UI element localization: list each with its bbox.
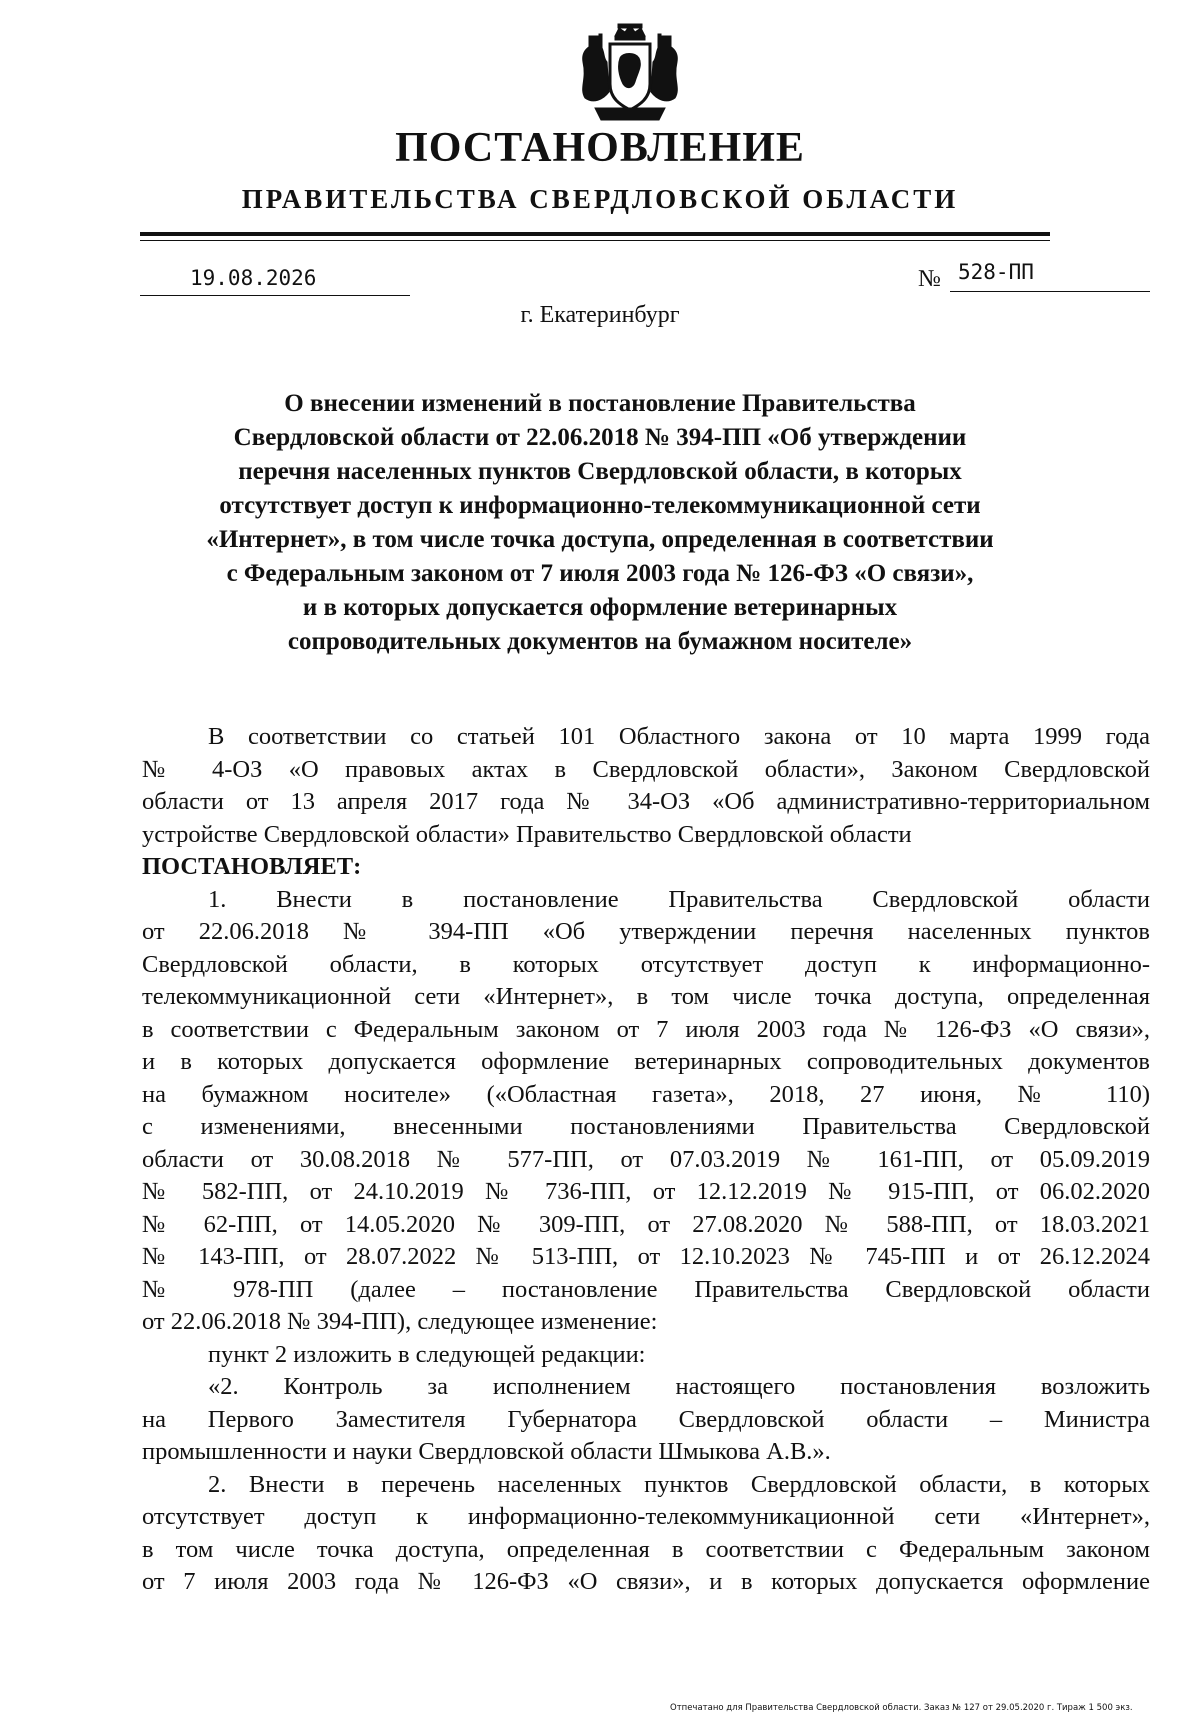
body-line: в том числе точка доступа, определенная в соответствии с Федеральным законом (142, 1535, 1150, 1563)
body-line: на Первого Заместителя Губернатора Свердловской области – Министра (142, 1405, 1150, 1433)
number-underline (950, 291, 1150, 292)
body-line: устройстве Свердловской области» Правительство Свердловской области (142, 820, 912, 848)
body-line: 1. Внести в постановление Правительства Свердловской области (208, 885, 1150, 913)
body-line: «2. Контроль за исполнением настоящего постановления возложить (208, 1373, 1150, 1400)
body-line: от 7 июля 2003 года № 126-ФЗ «О связи», и в которых допускается оформление (142, 1568, 1150, 1595)
body-line: отсутствует доступ к информационно-телекоммуникационной сети «Интернет», (142, 1503, 1150, 1530)
body-line: от 22.06.2018 № 394-ПП «Об утверждении перечня населенных пунктов (142, 918, 1150, 945)
heading-line: и в которых допускается оформление ветеринарных (302, 594, 898, 621)
heading-line: отсутствует доступ к информационно-телекоммуникационной сети (219, 492, 981, 519)
heading-line: с Федеральным законом от 7 июля 2003 года № 126-ФЗ «О связи», (226, 560, 974, 587)
heading-line: «Интернет», в том числе точка доступа, определенная в соответствии (206, 526, 994, 553)
body-line: области от 30.08.2018 № 577-ПП, от 07.03.2019 № 161-ПП, от 05.09.2019 (142, 1145, 1150, 1173)
header-divider-thin (140, 240, 1050, 241)
heading-line: перечня населенных пунктов Свердловской области, в которых (238, 458, 962, 485)
document-body (142, 721, 1150, 1599)
body-line: промышленности и науки Свердловской области Шмыкова А.В.». (142, 1438, 831, 1465)
body-line: № 62-ПП, от 14.05.2020 № 309-ПП, от 27.08.2020 № 588-ПП, от 18.03.2021 (142, 1210, 1150, 1238)
body-line: на бумажном носителе» («Областная газета», 2018, 27 июня, № 110) (142, 1080, 1150, 1108)
body-line: и в которых допускается оформление ветеринарных сопроводительных документов (142, 1048, 1150, 1075)
body-line: в соответствии с Федеральным законом от 7 июля 2003 года № 126-ФЗ «О связи», (142, 1015, 1150, 1043)
document-date: 19.08.2026 (190, 266, 317, 290)
body-line: Свердловской области, в которых отсутствует доступ к информационно- (142, 950, 1150, 978)
number-label: № (918, 266, 941, 292)
body-line: от 22.06.2018 № 394-ПП), следующее изменение: (142, 1308, 658, 1335)
body-line: № 143-ПП, от 28.07.2022 № 513-ПП, от 12.10.2023 № 745-ПП и от 26.12.2024 (142, 1243, 1150, 1270)
body-line: пункт 2 изложить в следующей редакции: (208, 1340, 646, 1368)
body-line: № 4-ОЗ «О правовых актах в Свердловской области», Законом Свердловской (142, 755, 1150, 783)
header-divider-thick (140, 232, 1050, 236)
document-title: ПОСТАНОВЛЕНИЕ (395, 125, 805, 171)
body-line: области от 13 апреля 2017 года № 34-ОЗ «Об административно-территориальном (142, 788, 1150, 815)
body-line: 2. Внести в перечень населенных пунктов Свердловской области, в которых (208, 1470, 1150, 1498)
print-footer: Отпечатано для Правительства Свердловской области. Заказ № 127 от 29.05.2020 г. Тираж 1 500 экз. (670, 1703, 1133, 1713)
coat-of-arms-emblem (575, 22, 685, 126)
body-line: В соответствии со статьей 101 Областного закона от 10 марта 1999 года (208, 723, 1150, 750)
document-subtitle: ПРАВИТЕЛЬСТВА СВЕРДЛОВСКОЙ ОБЛАСТИ (241, 184, 959, 214)
document-city: г. Екатеринбург (520, 302, 680, 328)
heading-line: О внесении изменений в постановление Правительства (284, 390, 916, 417)
document-heading (150, 387, 1050, 659)
document-number: 528-ПП (958, 260, 1034, 284)
heading-line: сопроводительных документов на бумажном носителе» (287, 628, 913, 655)
resolution-keyword: ПОСТАНОВЛЯЕТ: (142, 853, 362, 880)
date-underline (140, 295, 410, 296)
body-line: № 582-ПП, от 24.10.2019 № 736-ПП, от 12.12.2019 № 915-ПП, от 06.02.2020 (142, 1178, 1150, 1205)
body-line: телекоммуникационной сети «Интернет», в том числе точка доступа, определенная (142, 983, 1150, 1010)
body-line: № 978-ПП (далее – постановление Правительства Свердловской области (142, 1275, 1150, 1303)
heading-line: Свердловской области от 22.06.2018 № 394-ПП «Об утверждении (233, 424, 967, 451)
body-line: с изменениями, внесенными постановлениями Правительства Свердловской (142, 1113, 1150, 1140)
